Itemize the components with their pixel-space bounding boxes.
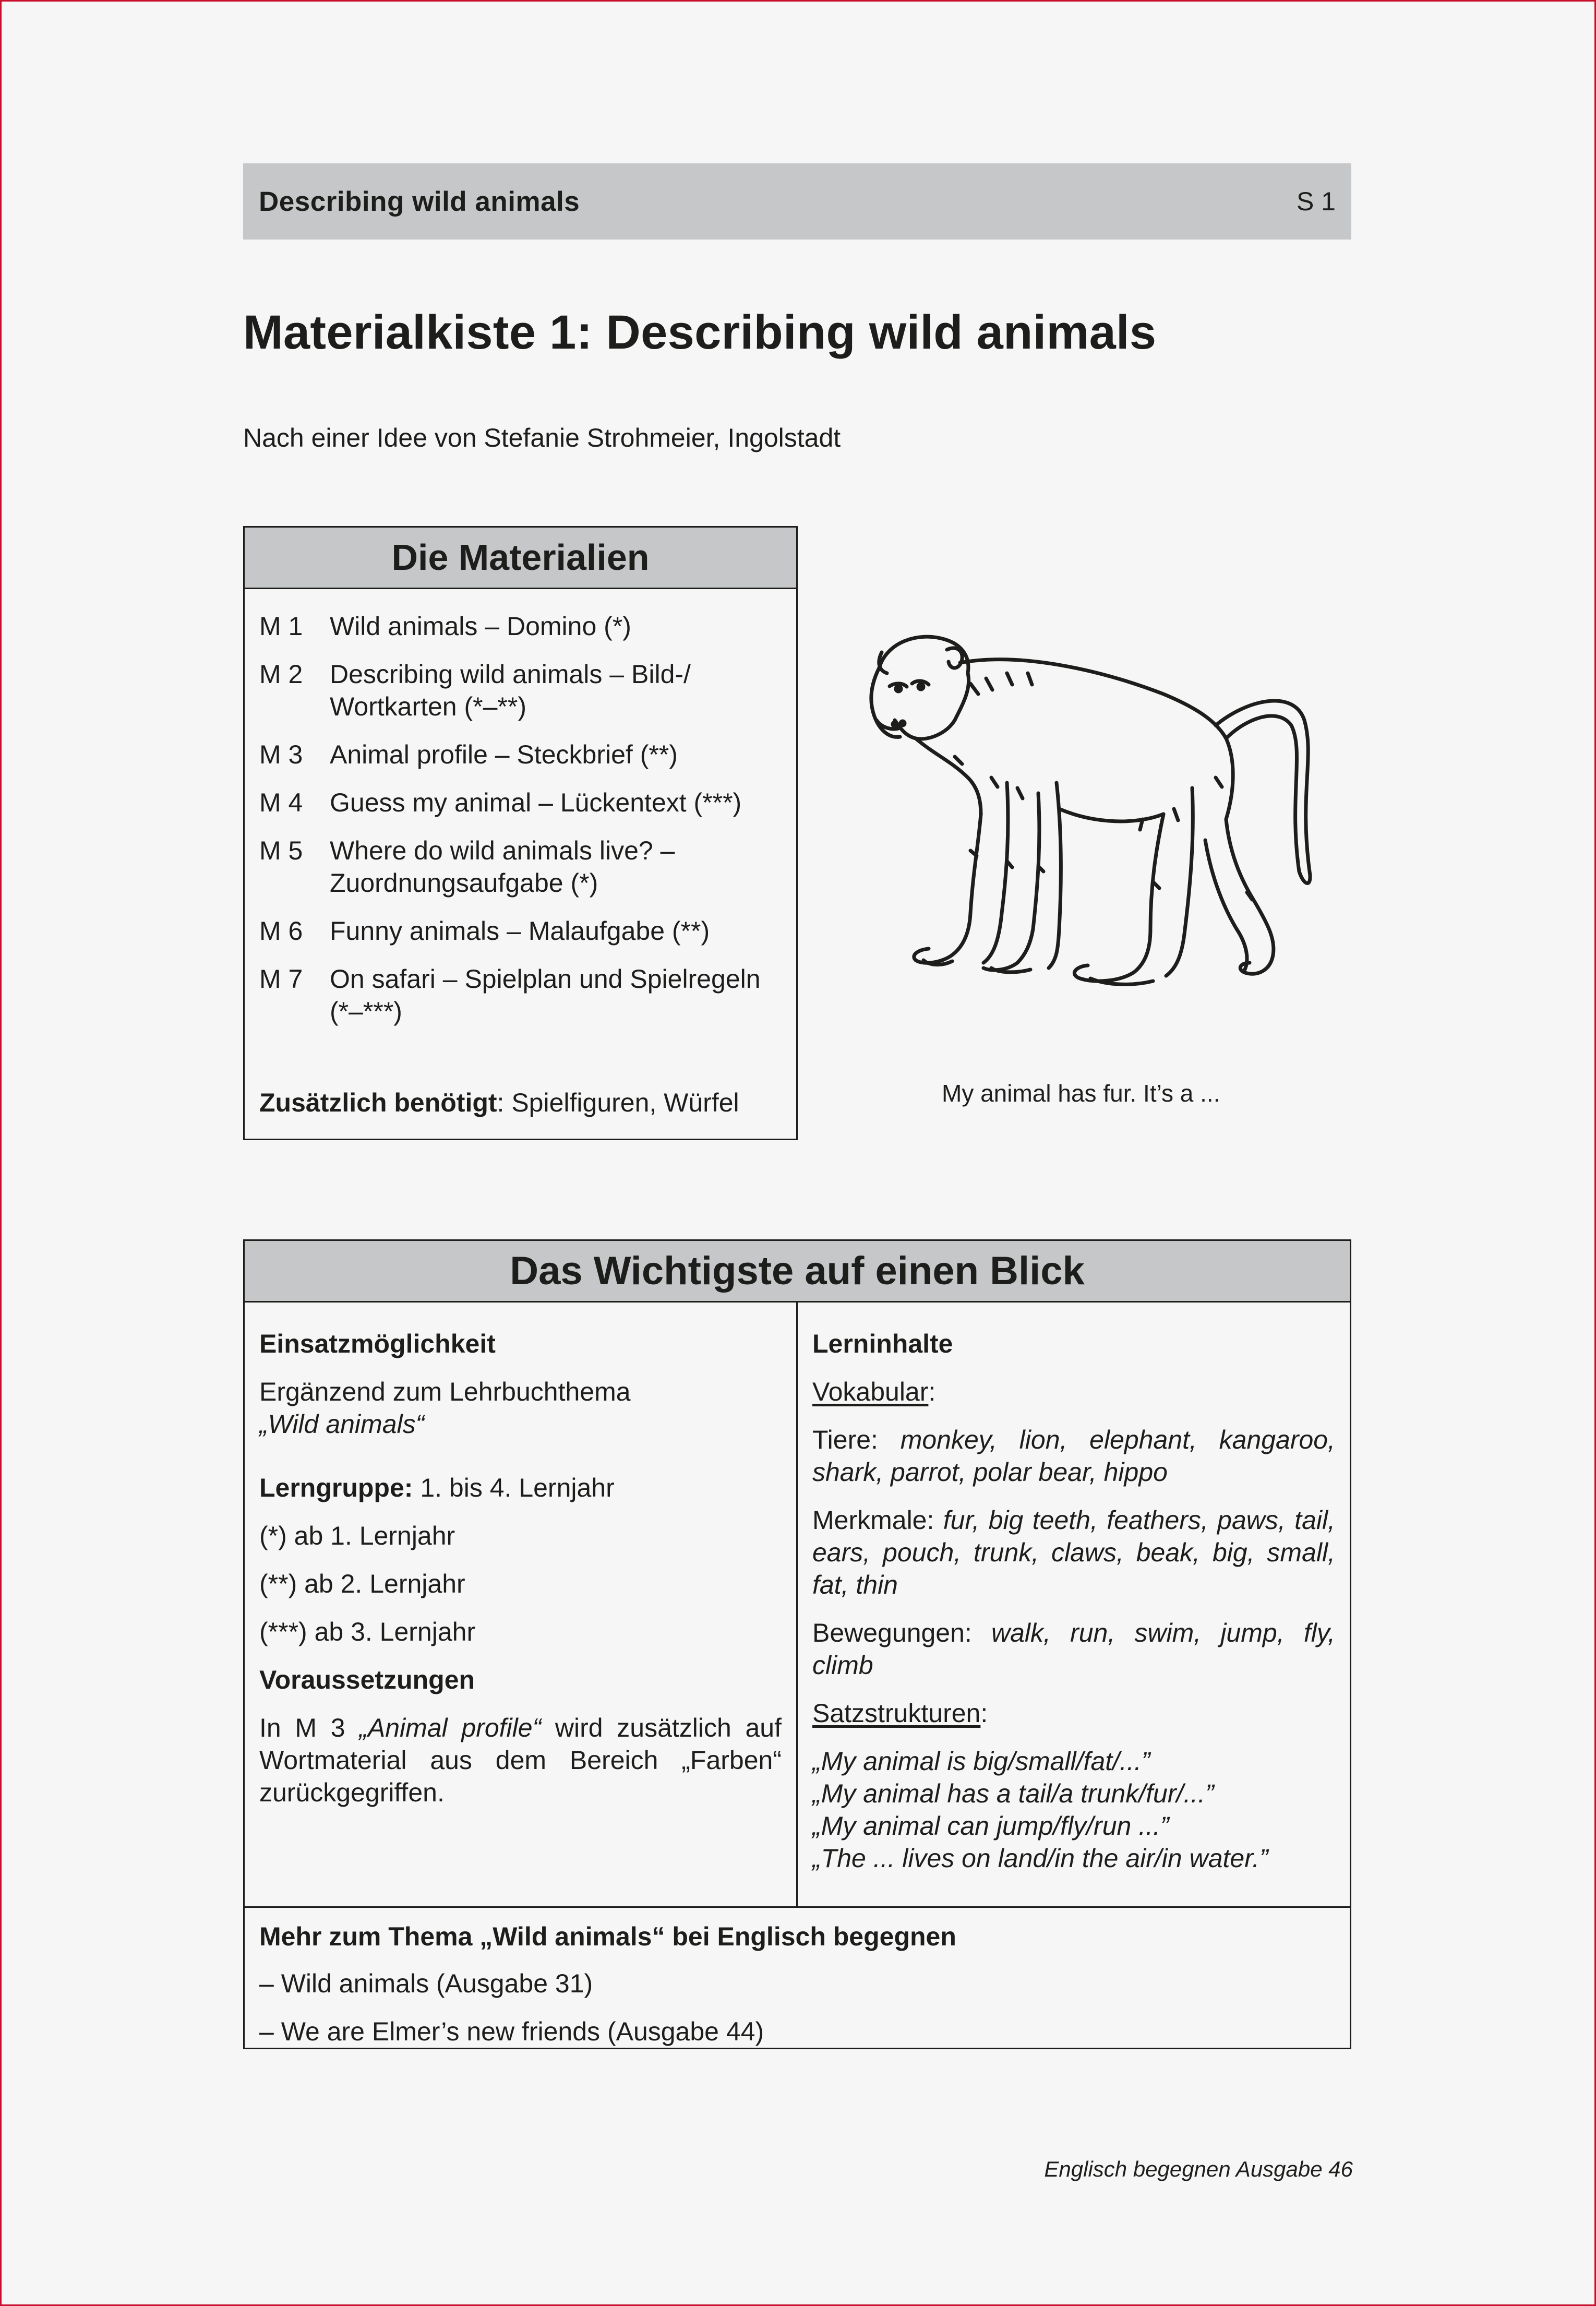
material-code: M 7	[259, 964, 303, 994]
lerngruppe	[259, 1472, 782, 1504]
overview-right-column	[798, 1303, 1350, 1906]
sentence-item: „My animal has a tail/a trunk/fur/...”	[812, 1779, 1214, 1808]
tiere-label: Tiere:	[812, 1425, 901, 1454]
tiere-value: monkey, lion, elephant, kangaroo, shark, parrot, polar bear, hippo	[812, 1425, 1335, 1487]
lerninhalte-heading: Lerninhalte	[812, 1329, 953, 1358]
lerngruppe-label: Lerngruppe:	[259, 1473, 413, 1502]
sentence-item: „The ... lives on land/in the air/in water.”	[812, 1844, 1268, 1873]
illustration-caption: My animal has fur. It’s a ...	[942, 1080, 1220, 1107]
einsatz-heading: Einsatzmöglichkeit	[259, 1329, 496, 1358]
material-code: M 2	[259, 660, 303, 689]
materials-extra-value: : Spielfiguren, Würfel	[497, 1088, 739, 1117]
overview-left-column	[245, 1303, 798, 1906]
materials-heading: Die Materialien	[245, 528, 796, 589]
voraus-italic: „Animal profile“	[359, 1713, 542, 1742]
material-text: Describing wild animals – Bild-/ Wortkarten (*–**)	[330, 660, 691, 721]
lerngruppe-value: 1. bis 4. Lernjahr	[413, 1473, 615, 1502]
einsatz-topic: „Wild animals“	[259, 1409, 425, 1439]
more-item: – We are Elmer’s new friends (Ausgabe 44)	[259, 2017, 764, 2046]
material-code: M 6	[259, 916, 303, 946]
voraus-post: wird zusätzlich auf Wortmaterial aus dem Bereich „Farben“ zurückgegriffen.	[259, 1713, 782, 1807]
materials-extra	[259, 1088, 739, 1118]
level-item: (**) ab 2. Lernjahr	[259, 1569, 465, 1598]
material-item	[259, 834, 782, 899]
material-text: Where do wild animals live? – Zuordnungsaufgabe (*)	[330, 836, 675, 898]
more-section	[245, 1908, 1350, 2048]
vokabular-label: Vokabular	[812, 1377, 929, 1406]
material-text: On safari – Spielplan und Spielregeln (*–***)	[330, 964, 761, 1026]
material-item	[259, 915, 782, 947]
bewegungen-value: walk, run, swim, jump, fly, climb	[812, 1618, 1335, 1680]
material-text: Guess my animal – Lückentext (***)	[330, 788, 742, 817]
material-code: M 3	[259, 740, 303, 769]
header-page-code: S 1	[1296, 187, 1336, 216]
overview-columns	[245, 1303, 1350, 1908]
tiere	[812, 1424, 1335, 1488]
einsatz-intro: Ergänzend zum Lehrbuchthema	[259, 1377, 631, 1406]
voraus-pre: In M 3	[259, 1713, 359, 1742]
material-text: Animal profile – Steckbrief (**)	[330, 740, 678, 769]
sentence-item: „My animal can jump/fly/run ...”	[812, 1811, 1169, 1841]
vokabular: Vokabular:	[812, 1377, 936, 1406]
level-item: (*) ab 1. Lernjahr	[259, 1521, 455, 1550]
material-item	[259, 786, 782, 819]
material-text: Wild animals – Domino (*)	[330, 612, 631, 641]
bewegungen	[812, 1617, 1335, 1681]
satz-label: Satzstrukturen	[812, 1699, 981, 1728]
more-item: – Wild animals (Ausgabe 31)	[259, 1969, 593, 1998]
author-credit: Nach einer Idee von Stefanie Strohmeier, Ingolstadt	[243, 423, 841, 452]
bewegungen-label: Bewegungen:	[812, 1618, 991, 1647]
page-title: Materialkiste 1: Describing wild animals	[243, 306, 1157, 359]
einsatz-text	[259, 1376, 782, 1440]
material-item	[259, 658, 782, 723]
materials-list	[245, 589, 796, 1027]
overview-box	[243, 1239, 1351, 2049]
level-item: (***) ab 3. Lernjahr	[259, 1617, 476, 1646]
sentence-item: „My animal is big/small/fat/...”	[812, 1747, 1150, 1776]
footer-issue: Englisch begegnen Ausgabe 46	[1044, 2157, 1353, 2181]
voraus-heading: Voraussetzungen	[259, 1665, 475, 1694]
material-code: M 4	[259, 788, 303, 817]
header-title: Describing wild animals	[259, 186, 580, 217]
merkmale-value: fur, big teeth, feathers, paws, tail, ears, pouch, trunk, claws, beak, big, small, fat, thin	[812, 1506, 1335, 1599]
overview-heading: Das Wichtigste auf einen Blick	[245, 1241, 1350, 1303]
material-text: Funny animals – Malaufgabe (**)	[330, 916, 710, 946]
materials-box	[243, 526, 798, 1140]
satzstrukturen: Satzstrukturen:	[812, 1699, 988, 1728]
materials-extra-label: Zusätzlich benötigt	[259, 1088, 497, 1117]
header-bar	[243, 163, 1351, 240]
material-code: M 1	[259, 612, 303, 641]
material-code: M 5	[259, 836, 303, 865]
monkey-drawing-icon	[850, 621, 1325, 1007]
more-heading: Mehr zum Thema „Wild animals“ bei Englisch begegnen	[259, 1922, 956, 1951]
merkmale	[812, 1504, 1335, 1601]
merkmale-label: Merkmale:	[812, 1506, 943, 1535]
material-item	[259, 738, 782, 771]
material-item	[259, 610, 782, 642]
voraus-text	[259, 1712, 782, 1809]
material-item	[259, 963, 782, 1027]
